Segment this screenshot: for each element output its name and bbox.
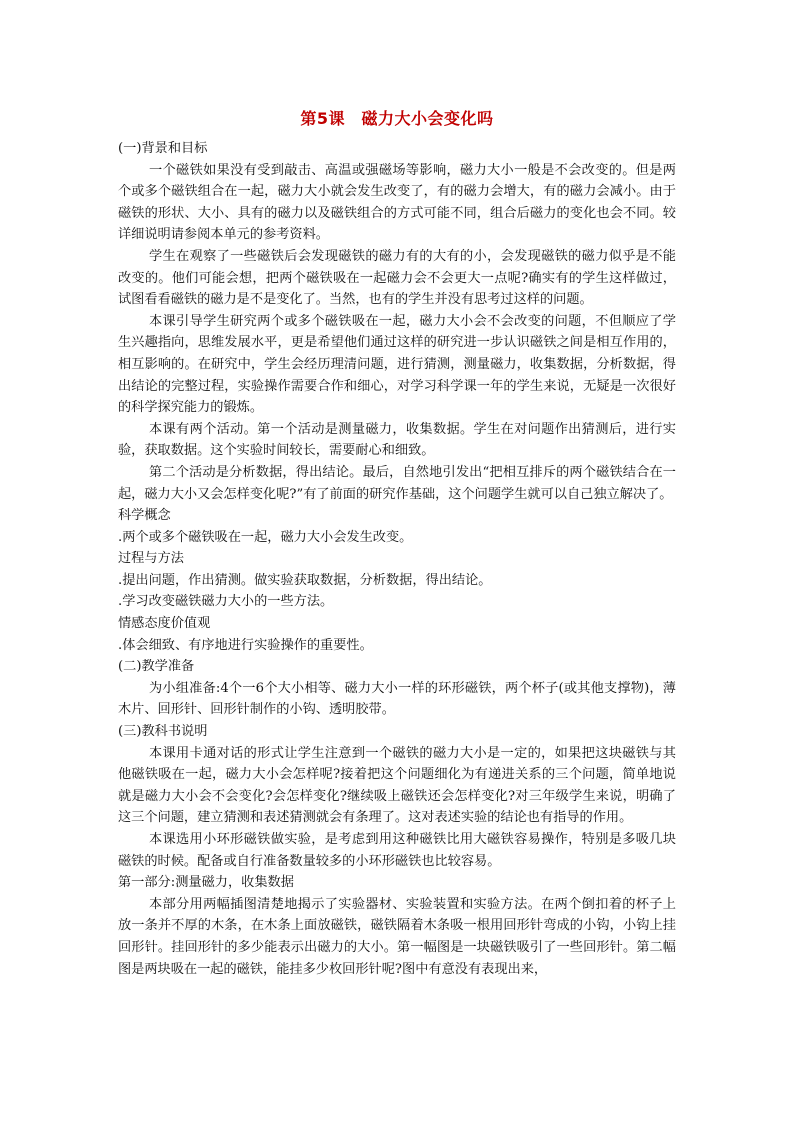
page-title: 第5课 磁力大小会变化吗: [300, 109, 494, 128]
paragraph: 本课选用小环形磁铁做实验，是考虑到用这种磁铁比用大磁铁容易操作，特别是多吸几块磁铁的时候。配备或自行准备数量较多的小环形磁铁也比较容易。: [118, 832, 676, 869]
subheading-science-concept: 科学概念: [118, 508, 171, 524]
list-item: .提出问题，作出猜测。做实验获取数据，分析数据，得出结论。: [118, 572, 492, 588]
paragraph: 本课引导学生研究两个或多个磁铁吸在一起，磁力大小会不会改变的问题，不但顺应了学生兴趣指向，思维发展水平，更是希望他们通过这样的研究进一步认识磁铁之间是相互作用的，相互影响的。在研究中，学生会经历理清问题，进行猜测，测量磁力，收集数据，分析数据，得出结论的完整过程，实验操作需要合作和细心，对学习科学课一年的学生来说，无疑是一次很好的科学探究能力的锻炼。: [118, 313, 676, 416]
list-item: .体会细致、有序地进行实验操作的重要性。: [118, 637, 373, 653]
section-heading-preparation: (二)教学准备: [118, 659, 195, 675]
subheading-attitude-values: 情感态度价值观: [118, 616, 211, 632]
section-heading-textbook: (三)教科书说明: [118, 724, 208, 740]
subheading-part-one: 第一部分:测量磁力，收集数据: [118, 875, 294, 891]
list-item: .两个或多个磁铁吸在一起，磁力大小会发生改变。: [118, 529, 413, 545]
subheading-process-method: 过程与方法: [118, 551, 184, 567]
paragraph: 本课用卡通对话的形式让学生注意到一个磁铁的磁力大小是一定的，如果把这块磁铁与其他磁铁吸在一起，磁力大小会怎样呢?接着把这个问题细化为有递进关系的三个问题，简单地说就是磁力大小会不会变化?会怎样变化?继续吸上磁铁还会怎样变化?对三年级学生来说，明确了这三个问题，建立猜测和表述猜测就会有条理了。这对表述实验的结论也有指导的作用。: [118, 745, 676, 826]
document-body: [118, 138, 676, 980]
list-item: .学习改变磁铁磁力大小的一些方法。: [118, 594, 334, 610]
paragraph: 为小组准备:4个一6个大小相等、磁力大小一样的环形磁铁，两个杯子(或其他支撑物)，薄木片、回形针、回形针制作的小钩、透明胶带。: [118, 680, 676, 718]
paragraph: 本部分用两幅插图清楚地揭示了实验器材、实验装置和实验方法。在两个倒扣着的杯子上放一条并不厚的木条，在木条上面放磁铁，磁铁隔着木条吸一根用回形针弯成的小钩，小钩上挂回形针。挂回形针的多少能表示出磁力的大小。第一幅图是一块磁铁吸引了一些回形针。第二幅图是两块吸在一起的磁铁，能挂多少枚回形针呢?图中有意没有表现出来，: [118, 896, 676, 977]
section-heading-background: (一)背景和目标: [118, 141, 208, 156]
paragraph: 本课有两个活动。第一个活动是测量磁力，收集数据。学生在对问题作出猜测后，进行实验，获取数据。这个实验时间较长，需要耐心和细致。: [118, 421, 676, 459]
paragraph: 一个磁铁如果没有受到敲击、高温或强磁场等影响，磁力大小一般是不会改变的。但是两个或多个磁铁组合在一起，磁力大小就会发生改变了，有的磁力会增大，有的磁力会减小。由于磁铁的形状、大小、具有的磁力以及磁铁组合的方式可能不同，组合后磁力的变化也会不同。较详细说明请参阅本单元的参考资料。: [118, 162, 676, 243]
paragraph: 学生在观察了一些磁铁后会发现磁铁的磁力有的大有的小，会发现磁铁的磁力似乎是不能改变的。他们可能会想，把两个磁铁吸在一起磁力会不会更大一点呢?确实有的学生这样做过，试图看看磁铁的磁力是不是变化了。当然，也有的学生并没有思考过这样的问题。: [118, 248, 676, 308]
paragraph: 第二个活动是分析数据，得出结论。最后，自然地引发出“把相互排斥的两个磁铁结合在一起，磁力大小又会怎样变化呢?”有了前面的研究作基础，这个问题学生就可以自己独立解决了。: [118, 464, 676, 502]
